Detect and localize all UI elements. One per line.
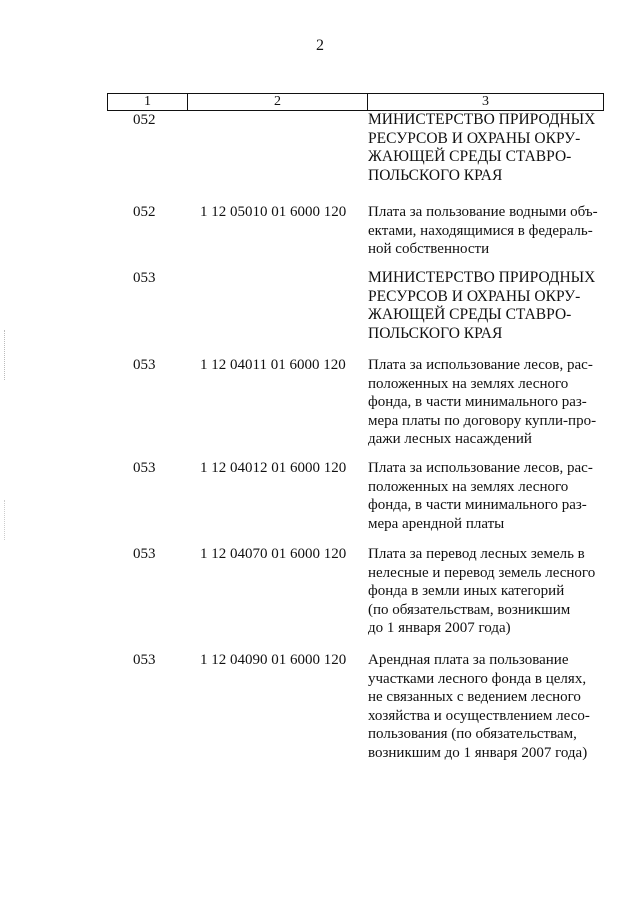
budget-class-code: 1 12 04012 01 6000 120: [200, 460, 347, 476]
text-line: до 1 января 2007 года): [368, 620, 511, 636]
text-line: хозяйства и осуществлением лесо-: [368, 707, 590, 724]
header-col-2: 2: [188, 94, 368, 110]
header-col-1: 1: [108, 94, 188, 110]
text-line: МИНИСТЕРСТВО ПРИРОДНЫХ: [368, 269, 596, 286]
text-line: Плата за пользование водными объ-: [368, 204, 598, 220]
text-line: участками лесного фонда в целях,: [368, 670, 587, 687]
text-line: РЕСУРСОВ И ОХРАНЫ ОКРУ-: [368, 129, 581, 147]
revenue-name: [368, 111, 603, 185]
scan-margin-mark: [4, 330, 7, 380]
header-col-3: 3: [482, 94, 489, 109]
budget-class-code: 1 12 05010 01 6000 120: [200, 204, 347, 220]
table-header: [107, 93, 604, 111]
text-line: ПОЛЬСКОГО КРАЯ: [368, 166, 503, 184]
text-line: МИНИСТЕРСТВО ПРИРОДНЫХ: [368, 111, 596, 128]
admin-code: 052: [133, 112, 156, 128]
text-line: положенных на землях лесного: [368, 375, 569, 392]
text-line: положенных на землях лесного: [368, 478, 569, 495]
page-number: 2: [316, 37, 324, 54]
revenue-name: [368, 545, 603, 638]
text-line: Плата за использование лесов, рас-: [368, 460, 593, 476]
revenue-name: [368, 459, 603, 533]
admin-code: 053: [133, 546, 156, 562]
text-line: ПОЛЬСКОГО КРАЯ: [368, 324, 503, 342]
text-line: возникшим до 1 января 2007 года): [368, 744, 588, 761]
text-line: Арендная плата за пользование: [368, 652, 569, 668]
budget-class-code: 1 12 04070 01 6000 120: [200, 546, 347, 562]
text-line: пользования (по обязательствам,: [368, 726, 577, 742]
text-line: ектами, находящимися в федераль-: [368, 222, 593, 239]
text-line: РЕСУРСОВ И ОХРАНЫ ОКРУ-: [368, 287, 581, 305]
revenue-name: [368, 269, 603, 343]
text-line: Плата за использование лесов, рас-: [368, 357, 593, 373]
text-line: не связанных с ведением лесного: [368, 689, 581, 705]
text-line: (по обязательствам, возникшим: [368, 601, 571, 618]
revenue-name: [368, 356, 603, 449]
text-line: фонда в земли иных категорий: [368, 583, 565, 599]
admin-code: 052: [133, 204, 156, 220]
admin-code: 053: [133, 357, 156, 373]
admin-code: 053: [133, 652, 156, 668]
text-line: ной собственности: [368, 241, 490, 257]
text-line: ЖАЮЩЕЙ СРЕДЫ СТАВРО-: [368, 148, 572, 165]
text-line: мера арендной платы: [368, 515, 505, 532]
budget-class-code: 1 12 04011 01 6000 120: [200, 357, 346, 373]
text-line: фонда, в части минимального раз-: [368, 497, 587, 513]
text-line: дажи лесных насаждений: [368, 431, 532, 447]
revenue-name: [368, 203, 603, 259]
admin-code: 053: [133, 270, 156, 286]
revenue-name: [368, 651, 603, 762]
scan-margin-mark: [4, 500, 7, 540]
text-line: ЖАЮЩЕЙ СРЕДЫ СТАВРО-: [368, 306, 572, 323]
text-line: Плата за перевод лесных земель в: [368, 546, 585, 562]
text-line: нелесные и перевод земель лесного: [368, 564, 596, 581]
text-line: мера платы по договору купли-про-: [368, 412, 597, 429]
budget-class-code: 1 12 04090 01 6000 120: [200, 652, 347, 668]
admin-code: 053: [133, 460, 156, 476]
text-line: фонда, в части минимального раз-: [368, 394, 587, 410]
